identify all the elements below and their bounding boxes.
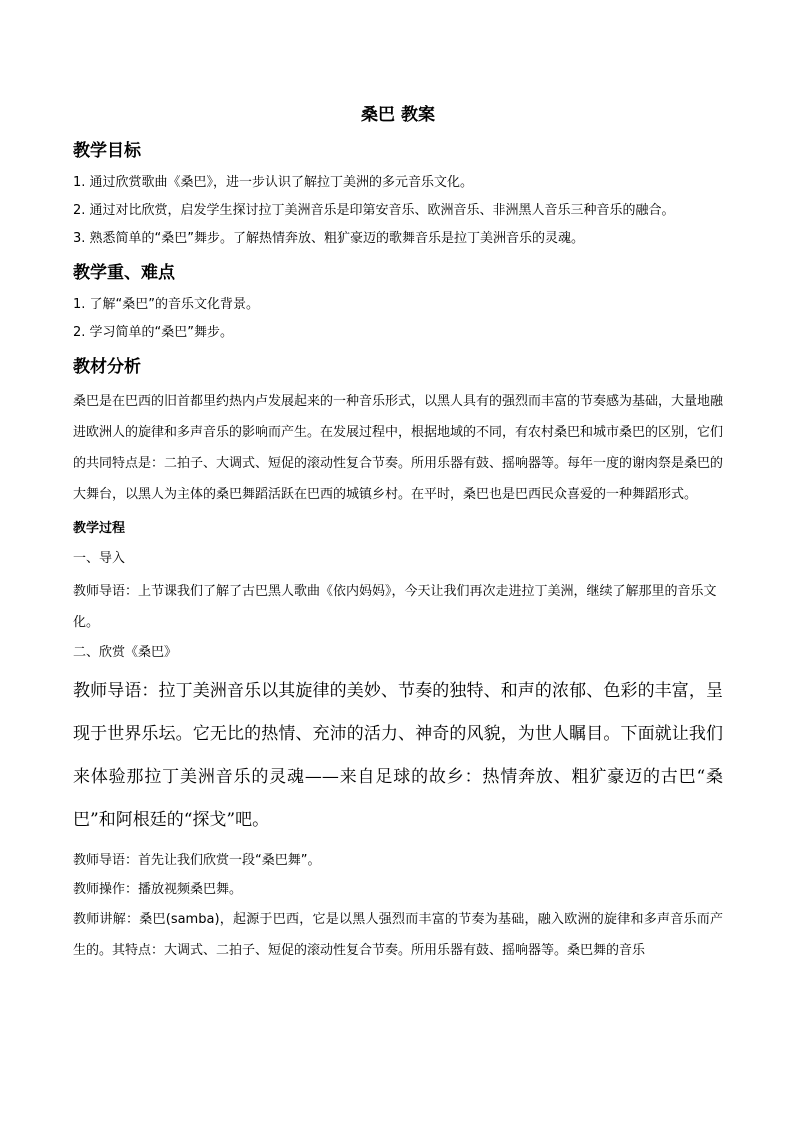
document-title: 桑巴 教案	[361, 105, 435, 125]
objective-item-2: 2. 通过对比欣赏，启发学生探讨拉丁美洲音乐是印第安音乐、欧洲音乐、非洲黑人音乐三种音乐的融合。	[73, 203, 675, 218]
objective-item-3: 3. 熟悉简单的“桑巴”舞步。了解热情奔放、粗犷豪迈的歌舞音乐是拉丁美洲音乐的灵魂。	[73, 231, 585, 246]
process-heading: 教学过程	[73, 521, 126, 536]
section2-heading: 二、欣赏《桑巴》	[73, 645, 178, 660]
analysis-paragraph: 桑巴是在巴西的旧首都里约热内卢发展起来的一种音乐形式，以黑人具有的强烈而丰富的节奏感为基础，大量地融进欧洲人的旋律和多声音乐的影响而产生。在发展过程中，根据地域的不同，有农村桑巴和城市桑巴的区别，它们的共同特点是：二拍子、大调式、短促的滚动性复合节奏。所用乐器有鼓、摇响器等。每年一度的谢肉祭是桑巴的大舞台，以黑人为主体的桑巴舞蹈活跃在巴西的城镇乡村。在平时，桑巴也是巴西民众喜爱的一种舞蹈形式。	[73, 394, 724, 502]
objectives-heading: 教学目标	[73, 141, 141, 161]
analysis-heading: 教材分析	[73, 357, 141, 377]
document-content	[73, 100, 723, 966]
section2-line-1: 教师导语：首先让我们欣赏一段“桑巴舞”。	[73, 853, 321, 868]
key-points-heading: 教学重、难点	[73, 263, 175, 283]
section2-line-2: 教师操作：播放视频桑巴舞。	[73, 882, 243, 897]
section2-line-3: 教师讲解：桑巴(samba)，起源于巴西，它是以黑人强烈而丰富的节奏为基础，融入欧洲的旋律和多声音乐而产生的。其特点：大调式、二拍子、短促的滚动性复合节奏。所用乐器有鼓、摇响器等。桑巴舞的音乐	[73, 912, 723, 958]
section1-heading: 一、导入	[73, 551, 126, 566]
key-point-item-2: 2. 学习简单的“桑巴”舞步。	[73, 325, 234, 340]
section2-intro-paragraph: 教师导语：拉丁美洲音乐以其旋律的美妙、节奏的独特、和声的浓郁、色彩的丰富，呈现于世界乐坛。它无比的热情、充沛的活力、神奇的风貌，为世人瞩目。下面就让我们来体验那拉丁美洲音乐的灵魂——来自足球的故乡：热情奔放、粗犷豪迈的古巴“桑巴”和阿根廷的“探戈”吧。	[73, 681, 723, 830]
objective-item-1: 1. 通过欣赏歌曲《桑巴》，进一步认识了解拉丁美洲的多元音乐文化。	[73, 175, 474, 190]
section1-paragraph: 教师导语：上节课我们了解了古巴黑人歌曲《依内妈妈》，今天让我们再次走进拉丁美洲，继续了解那里的音乐文化。	[73, 584, 717, 630]
key-point-item-1: 1. 了解“桑巴”的音乐文化背景。	[73, 297, 260, 312]
